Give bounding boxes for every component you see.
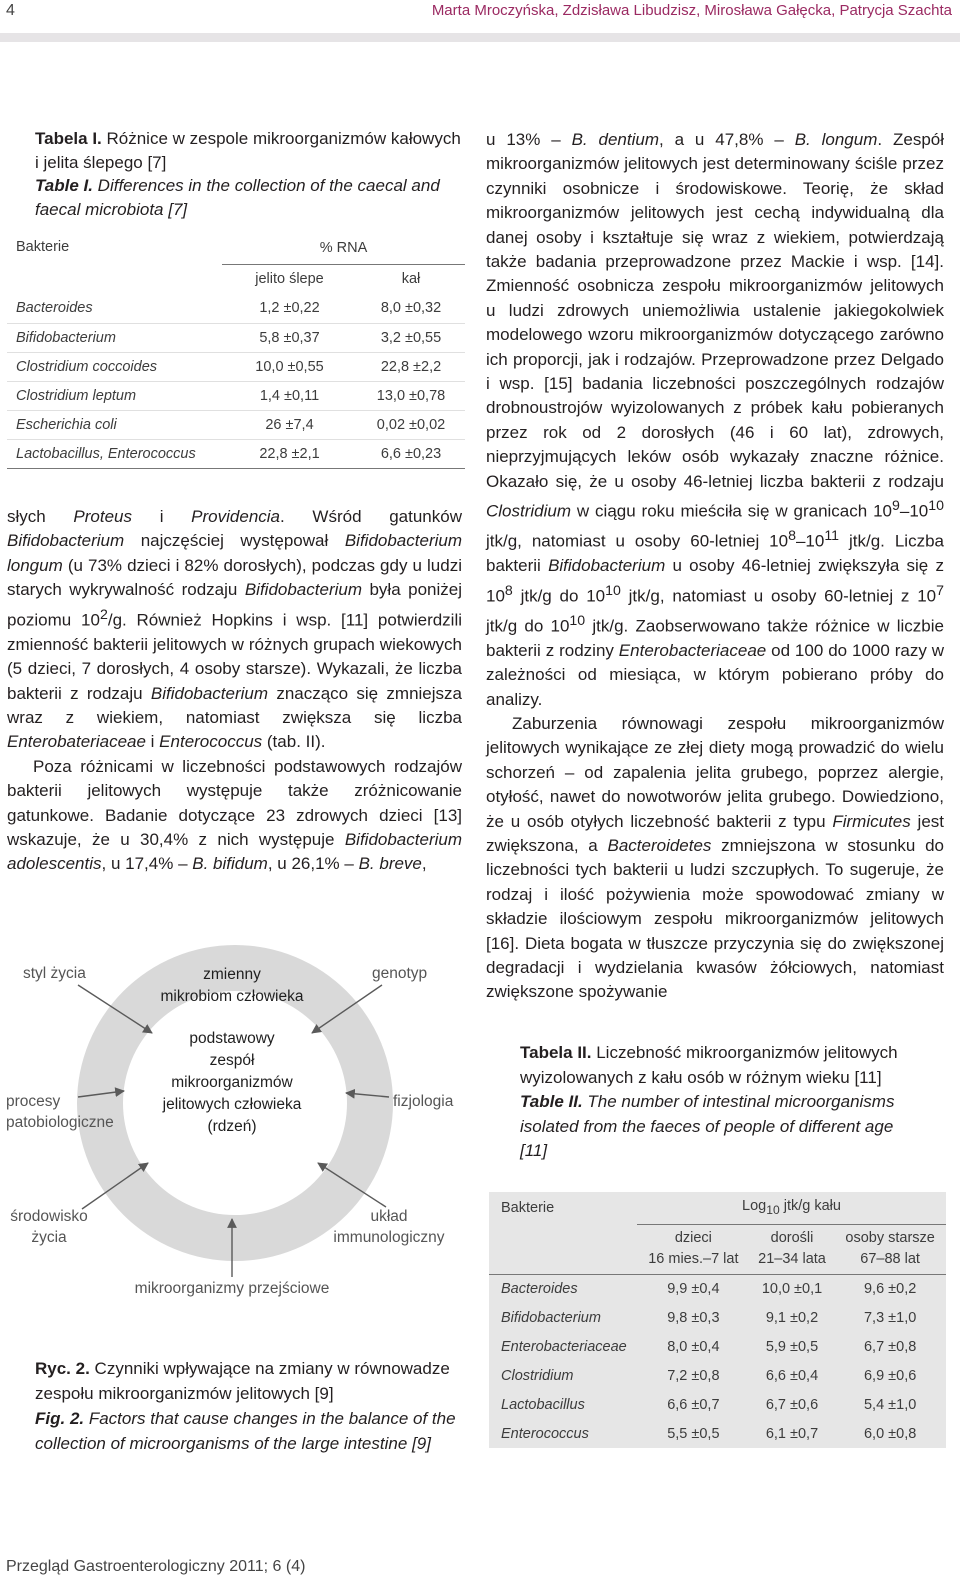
paragraph: u 13% – B. dentium, a u 47,8% – B. longum. Zespół mikroorganizmów jelitowych jest determinowany ściśle przez czynniki osobnicze i środowiskowe. Teorię, że skład mikroorganizmów jelitowych jest cechą indywidualną dla danej osoby i kształtuje się wraz z wiekiem, potwierdzają także badania przeprowadzone przez Mackie i wsp. [14]. Zmienność osobnicza zespołu mikroorganizmów jelitowych u ludzi zdrowych uniemożliwia ustalenie jakiegokolwiek modelowego wzoru mikroorganizmów dotyczącego zarówno ich proporcji, jak i rodzajów. Przeprowadzone przez Delgado i wsp. [15] badania liczebności poszczególnych rodzajów drobnoustrojów wyizolowanych z próbek kału pobieranych przez rok od 2 dorosłych (46 i 60 lat), zdrowych, nieprzyjmujących leków osób wykazały znaczne różnice. Okazało się, że u osoby 46-letniej liczba bakterii z rodzaju Clostridium w ciągu roku mieściła się w granicach $10^9-10^{10}$ jtk/g, natomiast u osoby 60-letniej $10^8-10^{11}$ jtk/g. Liczba bakterii Bifidobacterium u osoby 46-letniej zwiększyła się z $10^8$ jtk/g do $10^{10}$ jtk/g, natomiast u osoby 60-letniej z $10^7$ jtk/g do $10^{10}$ jtk/g. Zaobserwowano także różnice w liczbie bakterii z rodziny Enterobacteriaceae od 100 do 1000 razy w zależności od miesiąca, w którym pobierano próby do analizy. — [486, 130, 945, 709]
table2-caption-pl — [520, 1041, 920, 1090]
table1-cell-b: 13,0 ±0,78 — [357, 381, 465, 410]
table1-cell-b: 6,6 ±0,23 — [357, 439, 465, 468]
table1-col-group: % RNA — [222, 233, 465, 264]
table2-header-row — [489, 1192, 946, 1224]
table2-col-group: Log$_{10}$ jtk/g kału — [637, 1192, 946, 1224]
table2-caption-pl-label: Tabela II. — [520, 1043, 592, 1062]
table1-cell-name: Bifidobacterium — [7, 323, 222, 352]
table2-cell-a: 9,8 ±0,3 — [667, 1309, 720, 1326]
table2-cell-name: Lactobacillus — [501, 1396, 585, 1413]
label-variable-microbiome-2: mikrobiom człowieka — [160, 988, 304, 1005]
table2-cell-b: 5,9 ±0,5 — [765, 1338, 819, 1355]
label-lifestyle: styl życia — [23, 965, 86, 982]
table-row — [7, 381, 465, 410]
table-row — [7, 352, 465, 381]
right-column-text — [486, 128, 944, 1005]
label-core-4: jelitowych człowieka — [162, 1096, 302, 1113]
paragraph: Zaburzenia równowagi zespołu mikroorganizmów jelitowych wynikające ze złej diety mogą prowadzić do wielu schorzeń – od zapalenia jelita grubego, poprzez alergie, otyłość, nawet do nowotworów jelita grubego. Dowiedziono, że u osób otyłych liczebność bakterii z typu Firmicutes jest zwiększona, a Bacteroidetes zmniejszona w stosunku do liczebności tych bakterii u ludzi szczupłych. To sugeruje, że rodzaj i ilość pożywienia może spowodować zmiany w składzie ilościowym zespołu mikroorganizmów jelitowych [16]. Dieta bogata w tłuszcze przyczynia się do zwiększonej degradacji i wydzielania kwasów żółciowych, natomiast zwiększone spożywanie — [486, 713, 945, 1002]
label-pathobiology-2: patobiologiczne — [6, 1114, 114, 1131]
table-row — [489, 1361, 946, 1390]
table1-caption-pl-label: Tabela I. — [35, 129, 102, 148]
table1-caption-pl-text: Różnice w zespole mikroorganizmów kałowych i jelita ślepego [7] — [35, 129, 461, 172]
table2-caption-en — [520, 1090, 920, 1164]
figure2-caption-en-label: Fig. 2. — [35, 1409, 85, 1428]
table2-cell-a: 5,5 ±0,5 — [667, 1425, 720, 1442]
table-row — [489, 1274, 946, 1303]
label-environment-1: środowisko — [10, 1208, 88, 1225]
label-physiology: fizjologia — [393, 1093, 454, 1110]
table2-cell-b: 9,1 ±0,2 — [765, 1309, 819, 1326]
table-row — [489, 1332, 946, 1361]
table1-header-row — [7, 233, 465, 264]
table2-cell-a: 7,2 ±0,8 — [667, 1367, 720, 1384]
label-pathobiology-1: procesy — [6, 1093, 61, 1110]
table2-cell-b: 6,6 ±0,4 — [765, 1367, 819, 1384]
figure2-caption-pl — [35, 1356, 465, 1406]
table2-cell-name: Bacteroides — [501, 1280, 578, 1297]
label-immune-1: układ — [370, 1208, 408, 1225]
figure2-caption — [35, 1356, 465, 1456]
table1-cell-b: 0,02 ±0,02 — [357, 410, 465, 439]
paragraph: Poza różnicami w liczebności podstawowych rodzajów bakterii jelitowych występuje także zróżnicowanie gatunkowe. Badanie dotyczące 23 zdrowych dzieci [13] wskazuje, że u 30,4% z nich występuje Bifidobacterium adolescentis, u 17,4% – B. bifidum, u 26,1% – B. breve, — [7, 756, 462, 874]
table1-caption-pl — [35, 127, 465, 174]
table1-cell-a: 26 ±7,4 — [222, 410, 357, 439]
label-core-3: mikroorganizmów — [171, 1074, 293, 1091]
label-core-2: zespół — [209, 1052, 255, 1069]
label-immune-2: immunologiczny — [333, 1229, 445, 1246]
table2-cell-name: Clostridium — [501, 1367, 574, 1384]
table2-col-bacteria: Bakterie — [501, 1200, 555, 1216]
table2 — [489, 1192, 946, 1448]
table1-caption — [35, 127, 465, 221]
table2-cell-c: 6,7 ±0,8 — [863, 1338, 917, 1355]
table1-cell-a: 22,8 ±2,1 — [222, 439, 357, 468]
table-row — [7, 294, 465, 323]
figure2-caption-en — [35, 1406, 465, 1456]
table1-cell-name: Clostridium coccoides — [7, 352, 222, 381]
table2-cell-name: Enterobacteriaceae — [501, 1338, 627, 1355]
table-row — [7, 410, 465, 439]
table1-cell-a: 10,0 ±0,55 — [222, 352, 357, 381]
table2-caption-pl-text: Liczebność mikroorganizmów jelitowych wyizolowanych z kału osób w różnym wieku [11] — [520, 1043, 898, 1087]
header-rule — [0, 33, 960, 42]
left-column-text — [7, 505, 462, 877]
table1-caption-en — [35, 174, 465, 221]
table-row — [489, 1390, 946, 1419]
table1-cell-b: 22,8 ±2,2 — [357, 352, 465, 381]
figure2-caption-pl-label: Ryc. 2. — [35, 1359, 90, 1378]
table2-cell-c: 6,0 ±0,8 — [863, 1425, 917, 1442]
table2-cell-name: Bifidobacterium — [501, 1309, 601, 1326]
table1-cell-name: Escherichia coli — [7, 410, 222, 439]
table1-caption-en-text: Differences in the collection of the caecal and faecal microbiota [7] — [35, 176, 440, 219]
table2-cell-c: 5,4 ±1,0 — [863, 1396, 917, 1413]
label-environment-2: życia — [31, 1229, 67, 1246]
table1-cell-name: Lactobacillus, Enterococcus — [7, 439, 222, 468]
paragraph: słych Proteus i Providencia. Wśród gatunków Bifidobacterium najczęściej występował Bifidobacterium longum (u 73% dzieci i 82% dorosłych), podczas gdy u ludzi starych wykrywalność rodzaju Bifidobacterium była poniżej poziomu $10^2/g$. Również Hopkins i wsp. [11] potwierdzili zmienność bakterii jelitowych w różnych grupach wiekowych (5 dzieci, 7 dorosłych, 4 osoby starsze). Wykazali, że liczba bakterii z rodzaju Bifidobacterium znacząco się zmniejsza wraz z wiekiem, natomiast zwiększa się liczba Enterobateriaceae i Enterococcus (tab. II). — [7, 507, 463, 752]
page-number: 4 — [6, 2, 15, 19]
table2-col-b: dorośli 21–34 lata — [758, 1230, 826, 1267]
table2-cell-c: 7,3 ±1,0 — [863, 1309, 917, 1326]
table1-col-bacteria: Bakterie — [7, 233, 222, 294]
table1-col-b: kał — [357, 264, 465, 294]
table-row — [489, 1303, 946, 1332]
table1-cell-b: 8,0 ±0,32 — [357, 294, 465, 323]
table1-cell-a: 1,4 ±0,11 — [222, 381, 357, 410]
table1-caption-en-label: Table I. — [35, 176, 93, 195]
table2-cell-a: 6,6 ±0,7 — [667, 1396, 720, 1413]
table2-cell-c: 9,6 ±0,2 — [863, 1280, 917, 1297]
table2-col-a: dzieci 16 mies.–7 lat — [648, 1230, 739, 1267]
table1-cell-a: 1,2 ±0,22 — [222, 294, 357, 323]
figure2-caption-en-text: Factors that cause changes in the balance of the collection of microorganisms of the large intestine [9] — [35, 1409, 456, 1453]
table2-cell-a: 8,0 ±0,4 — [667, 1338, 720, 1355]
table2-cell-name: Enterococcus — [501, 1425, 589, 1442]
table2-col-c: osoby starsze 67–88 lat — [845, 1230, 935, 1267]
label-core-5: (rdzeń) — [207, 1118, 257, 1135]
table2-cell-b: 6,7 ±0,6 — [765, 1396, 819, 1413]
table1-cell-name: Bacteroides — [7, 294, 222, 323]
table2-cell-b: 6,1 ±0,7 — [765, 1425, 819, 1442]
table2-caption-en-label: Table II. — [520, 1092, 583, 1111]
table1-col-a: jelito ślepe — [222, 264, 357, 294]
label-transient: mikroorganizmy przejściowe — [134, 1280, 330, 1297]
table-row — [489, 1419, 946, 1448]
table2-cell-a: 9,9 ±0,4 — [667, 1280, 720, 1297]
running-header-authors: Marta Mroczyńska, Zdzisława Libudzisz, Mirosława Gałęcka, Patrycja Szachta — [431, 2, 952, 19]
table2-cell-b: 10,0 ±0,1 — [761, 1280, 823, 1297]
table1-cell-name: Clostridium leptum — [7, 381, 222, 410]
label-variable-microbiome-1: zmienny — [203, 966, 261, 983]
table1-cell-b: 3,2 ±0,55 — [357, 323, 465, 352]
table1-cell-a: 5,8 ±0,37 — [222, 323, 357, 352]
table2-caption-en-text: The number of intestinal microorganisms isolated from the faeces of people of different age [11] — [520, 1092, 895, 1160]
table1 — [7, 233, 465, 469]
table-row — [7, 323, 465, 352]
label-core-1: podstawowy — [189, 1030, 275, 1047]
journal-footer: Przegląd Gastroenterologiczny 2011; 6 (4) — [6, 1558, 306, 1575]
table2-cell-c: 6,9 ±0,6 — [863, 1367, 917, 1384]
figure-microbiome-factors — [0, 925, 470, 1345]
figure2-caption-pl-text: Czynniki wpływające na zmiany w równowadze zespołu mikroorganizmów jelitowych [9] — [35, 1359, 450, 1403]
table-row — [7, 439, 465, 468]
label-genotype: genotyp — [372, 965, 428, 982]
table2-caption — [520, 1041, 920, 1164]
